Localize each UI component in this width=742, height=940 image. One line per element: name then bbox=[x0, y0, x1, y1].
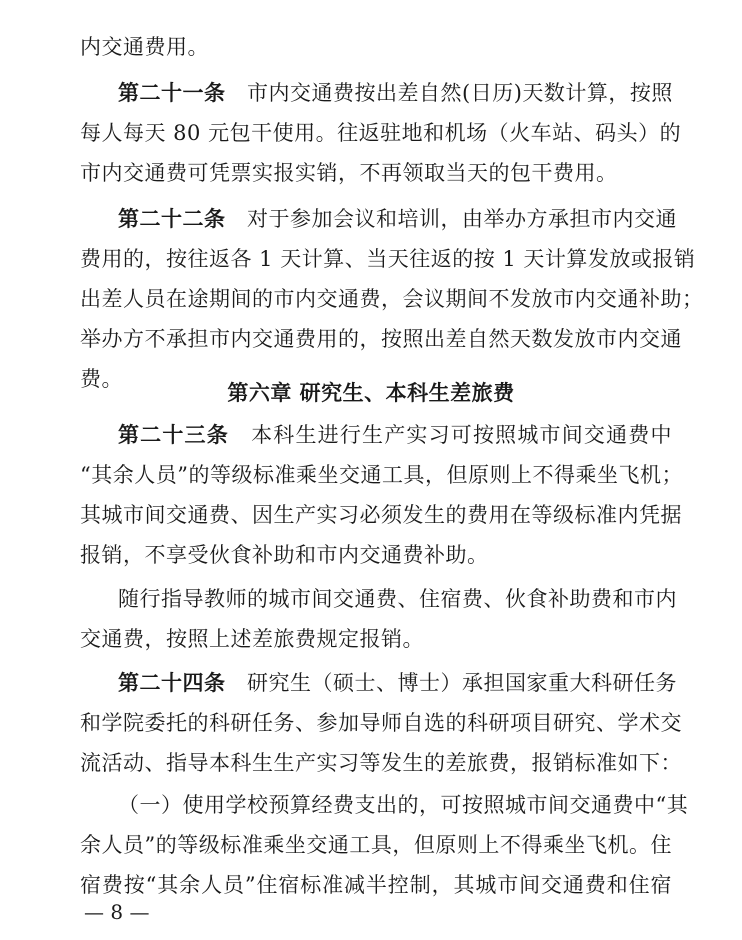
article-label: 第二十三条 bbox=[118, 423, 229, 447]
text-line: 随行指导教师的城市间交通费、住宿费、伙食补助费和市内 bbox=[118, 587, 677, 611]
text-line: 余人员”的等级标准乘坐交通工具，但原则上不得乘坐飞机。住 bbox=[80, 833, 672, 857]
chapter-heading: 第六章 研究生、本科生差旅费 bbox=[227, 381, 515, 405]
text-line: 和学院委托的科研任务、参加导师自选的科研项目研究、学术交 bbox=[80, 711, 682, 735]
article-label: 第二十二条 bbox=[118, 207, 226, 231]
text-line: 宿费按“其余人员”住宿标准减半控制，其城市间交通费和住宿 bbox=[80, 873, 672, 897]
text-line: 内交通费用。 bbox=[80, 35, 209, 59]
text-line: 报销，不享受伙食补助和市内交通费补助。 bbox=[80, 543, 489, 567]
text-line: 交通费，按照上述差旅费规定报销。 bbox=[80, 627, 424, 651]
text-line: “其余人员”的等级标准乘坐交通工具，但原则上不得乘坐飞机； bbox=[80, 463, 683, 487]
text-line: 市内交通费可凭票实报实销，不再领取当天的包干费用。 bbox=[80, 161, 618, 185]
text-line: 费用的，按往返各 1 天计算、当天往返的按 1 天计算发放或报销 bbox=[80, 247, 696, 271]
article-22-line: 第二十二条 对于参加会议和培训，由举办方承担市内交通 bbox=[118, 207, 677, 231]
article-23-line: 第二十三条 本科生进行生产实习可按照城市间交通费中 bbox=[118, 423, 672, 447]
article-label: 第二十一条 bbox=[118, 81, 226, 105]
article-21-line: 第二十一条 市内交通费按出差自然(日历)天数计算，按照 bbox=[118, 81, 673, 105]
text-line: 出差人员在途期间的市内交通费，会议期间不发放市内交通补助； bbox=[80, 287, 704, 311]
text-line: 流活动、指导本科生生产实习等发生的差旅费，报销标准如下： bbox=[80, 751, 682, 775]
text-line: 其城市间交通费、因生产实习必须发生的费用在等级标准内凭据 bbox=[80, 503, 682, 527]
article-24-line: 第二十四条 研究生（硕士、博士）承担国家重大科研任务 bbox=[118, 671, 677, 695]
text-line: 举办方不承担市内交通费用的，按照出差自然天数发放市内交通 bbox=[80, 327, 682, 351]
article-label: 第二十四条 bbox=[118, 671, 226, 695]
page-number: — 8 — bbox=[84, 900, 150, 924]
text-line: （一）使用学校预算经费支出的，可按照城市间交通费中“其 bbox=[118, 793, 689, 817]
text-line: 费。 bbox=[80, 367, 123, 391]
text-line: 每人每天 80 元包干使用。往返驻地和机场（火车站、码头）的 bbox=[80, 121, 682, 145]
